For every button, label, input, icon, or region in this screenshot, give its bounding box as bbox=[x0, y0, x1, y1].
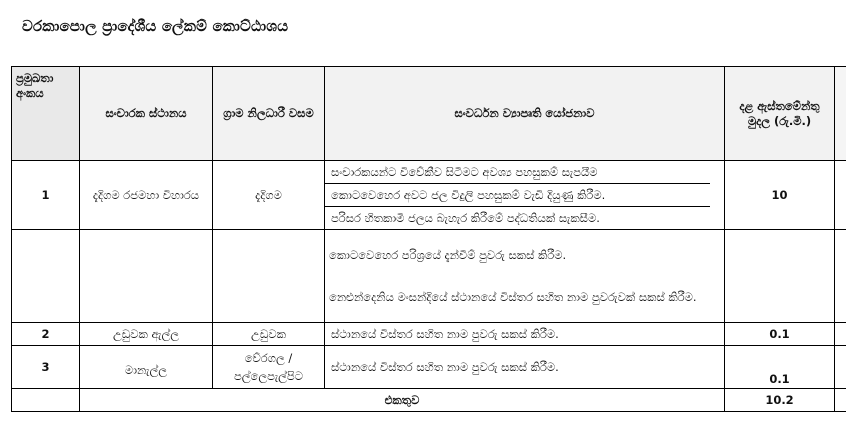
row-activities bbox=[325, 346, 725, 389]
row-gn-division: උඩුවක bbox=[213, 323, 325, 346]
table-header-row bbox=[12, 67, 846, 161]
row-serial: 1 bbox=[12, 161, 80, 230]
activity-spacer bbox=[329, 266, 720, 286]
activity-item: සංචාරකයන්ට විවේකීව සිටීමට අවශ්‍ය පහසුකම් සැපයීම bbox=[325, 161, 710, 184]
row-activities bbox=[325, 323, 725, 346]
row-gn-division: වේරගල / පල්ලෙපැල්පිට bbox=[213, 346, 325, 389]
header-cost: දළ ඇස්තමේන්තු මුදල (රු.මි.) bbox=[725, 67, 835, 161]
table-row bbox=[12, 323, 846, 346]
project-table bbox=[11, 66, 846, 412]
row-serial bbox=[12, 230, 80, 323]
table-row bbox=[12, 230, 846, 323]
total-row bbox=[12, 389, 846, 412]
row-extra-cell bbox=[835, 161, 846, 230]
row-gn-division bbox=[213, 230, 325, 323]
table-row bbox=[12, 161, 846, 230]
activity-item: කොටවෙහෙර පරිශ්‍රයේ දැන්වීම් පුවරු සකස් කිරීම. bbox=[329, 248, 567, 262]
row-cost: 0.1 bbox=[725, 346, 835, 389]
row-activities bbox=[325, 161, 725, 230]
total-extra-cell bbox=[835, 389, 846, 412]
header-serial: ප්‍රමුඛතා අංකය bbox=[12, 67, 80, 161]
row-extra-cell bbox=[835, 230, 846, 323]
row-gn-division: දැදිගම bbox=[213, 161, 325, 230]
page-title: වරකාපොල ප්‍රාදේශීය ලේකම් කොට්ඨාශය bbox=[22, 17, 289, 35]
activity-item: නෙළුන්දෙනිය මංසන්දියේ ස්ථානයේ විස්තර සහිත නාම පුවරුවක් සකස් කිරීම. bbox=[329, 290, 697, 304]
activity-item: ස්ථානයේ විස්තර සහිත නාම පුවරු සකස් කිරීම. bbox=[331, 326, 559, 341]
row-site: උඩුවක ඇල්ල bbox=[80, 323, 213, 346]
row-extra-cell bbox=[835, 323, 846, 346]
activity-item: පරිසර හිතකාමී ජලය බැහැර කිරීමේ පද්ධතියක් සැකසීම. bbox=[331, 211, 600, 225]
row-activities bbox=[325, 230, 725, 323]
header-site: සංචාරක ස්ථානය bbox=[80, 67, 213, 161]
row-site: දැදිගම රජමහා විහාරය bbox=[80, 161, 213, 230]
row-cost bbox=[725, 230, 835, 323]
row-site bbox=[80, 230, 213, 323]
total-value: 10.2 bbox=[725, 389, 835, 412]
activity-item: ස්ථානයේ විස්තර සහිත නාම පුවරු සකස් කිරීම. bbox=[331, 359, 559, 374]
total-empty-cell bbox=[12, 389, 80, 412]
row-serial: 3 bbox=[12, 346, 80, 389]
activity-item: කොටවෙහෙර අවට ජල විදුලි පහසුකම් වැඩි දියුණු කිරීම. bbox=[325, 184, 710, 207]
header-extra-column bbox=[835, 67, 846, 161]
row-cost: 10 bbox=[725, 161, 835, 230]
row-cost: 0.1 bbox=[725, 323, 835, 346]
header-plan: සංවර්ධන ව්‍යාපෘති යෝජනාව bbox=[325, 67, 725, 161]
header-gn-division: ග්‍රාම නිලධාරී වසම bbox=[213, 67, 325, 161]
row-serial: 2 bbox=[12, 323, 80, 346]
table-row bbox=[12, 346, 846, 389]
row-extra-cell bbox=[835, 346, 846, 389]
total-label: එකතුව bbox=[80, 389, 725, 412]
row-site: මානැල්ල bbox=[80, 346, 213, 389]
